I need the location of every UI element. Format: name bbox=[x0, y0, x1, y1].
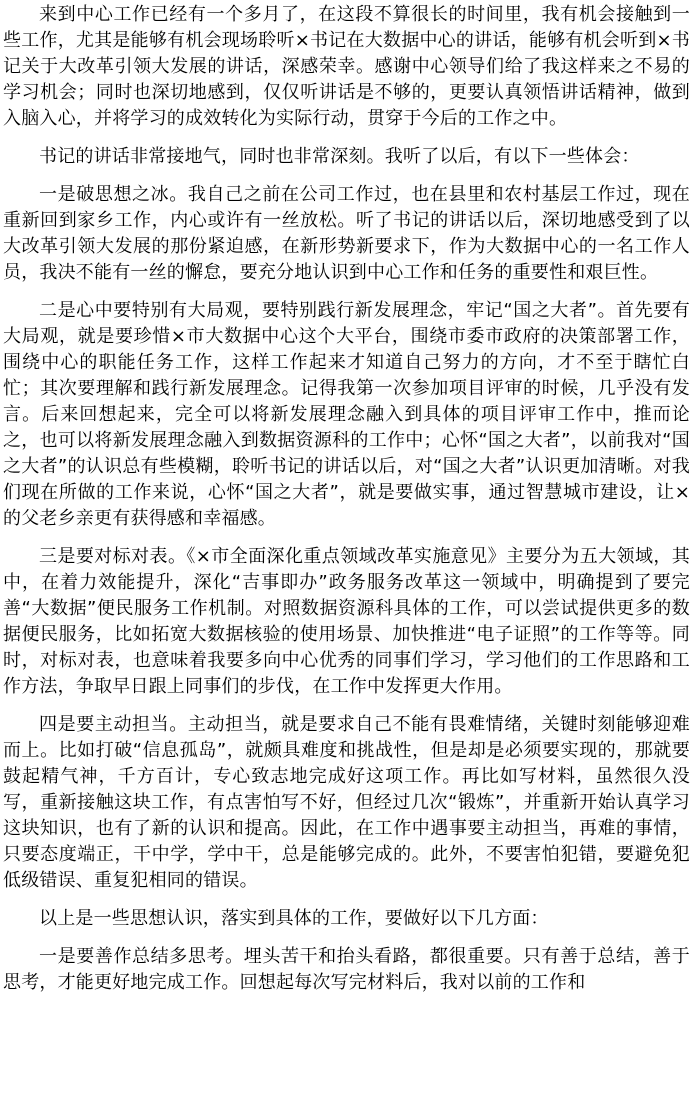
paragraph-action-1: 一是要善作总结多思考。埋头苦干和抬头看路，都很重要。只有善于总结，善于思考，才能更好地完成工作。回想起每次写完材料后，我对以前的工作和 bbox=[3, 946, 690, 993]
paragraph-transition: 以上是一些思想认识，落实到具体的工作，要做好以下几方面： bbox=[39, 908, 549, 929]
paragraph-point-1: 一是破思想之冰。我自己之前在公司工作过，也在县里和农村基层工作过，现在重新回到家乡工作，内心或许有一丝放松。听了书记的讲话以后，深切地感受到了以大改革引领大发展的那份紧迫感，在新形势新要求下，作为大数据中心的一名工作人员，我决不能有一丝的懈怠，要充分地认识到中心工作和任务的重要性和艰巨性。 bbox=[3, 184, 690, 283]
paragraph-point-2: 二是心中要特别有大局观，要特别践行新发展理念，牢记“国之大者”。首先要有大局观，就是要珍惜×市大数据中心这个大平台，围绕市委市政府的决策部署工作，围绕中心的职能任务工作，这样工作起来才知道自己努力的方向，才不至于瞎忙白忙；其次要理解和践行新发展理念。记得我第一次参加项目评审的时候，几乎没有发言。后来回想起来，完全可以将新发展理念融入到具体的项目评审工作中，推而论之，也可以将新发展理念融入到数据资源科的工作中；心怀“国之大者”，以前我对“国之大者”的认识总有些模糊，聆听书记的讲话以后，对“国之大者”认识更加清晰。对我们现在所做的工作来说，心怀“国之大者”，就是要做实事，通过智慧城市建设，让×的父老乡亲更有获得感和幸福感。 bbox=[3, 300, 690, 529]
paragraph-point-3: 三是要对标对表。《×市全面深化重点领域改革实施意见》主要分为五大领域，其中，在着力效能提升，深化“吉事即办”政务服务改革这一领域中，明确提到了要完善“大数据”便民服务工作机制。对照数据资源科具体的工作，可以尝试提供更多的数据便民服务，比如拓宽大数据核验的使用场景、加快推进“电子证照”的工作等等。同时，对标对表，也意味着我要多向中心优秀的同事们学习，学习他们的工作思路和工作方法，争取早日跟上同事们的步伐，在工作中发挥更大作用。 bbox=[3, 546, 690, 697]
paragraph-point-4: 四是要主动担当。主动担当，就是要求自己不能有畏难情绪，关键时刻能够迎难而上。比如打破“信息孤岛”，就颇具难度和挑战性，但是却是必须要实现的，那就要鼓起精气神，千方百计，专心致志地完成好这项工作。再比如写材料，虽然很久没写，重新接触这块工作，有点害怕写不好，但经过几次“锻炼”，并重新开始认真学习这块知识，也有了新的认识和提高。因此，在工作中遇事要主动担当，再难的事情，只要态度端正，干中学，学中干，总是能够完成的。此外，不要害怕犯错，要避免犯低级错误、重复犯相同的错误。 bbox=[3, 714, 690, 891]
paragraph-intro: 来到中心工作已经有一个多月了，在这段不算很长的时间里，我有机会接触到一些工作，尤其是能够有机会现场聆听×书记在大数据中心的讲话，能够有机会听到×书记关于大改革引领大发展的讲话，深感荣幸。感谢中心领导们给了我这样来之不易的学习机会；同时也深切地感到，仅仅听讲话是不够的，更要认真领悟讲话精神，做到入脑入心，并将学习的成效转化为实际行动，贯穿于今后的工作之中。 bbox=[3, 4, 690, 129]
paragraph-lead: 书记的讲话非常接地气，同时也非常深刻。我听了以后，有以下一些体会： bbox=[39, 146, 640, 167]
